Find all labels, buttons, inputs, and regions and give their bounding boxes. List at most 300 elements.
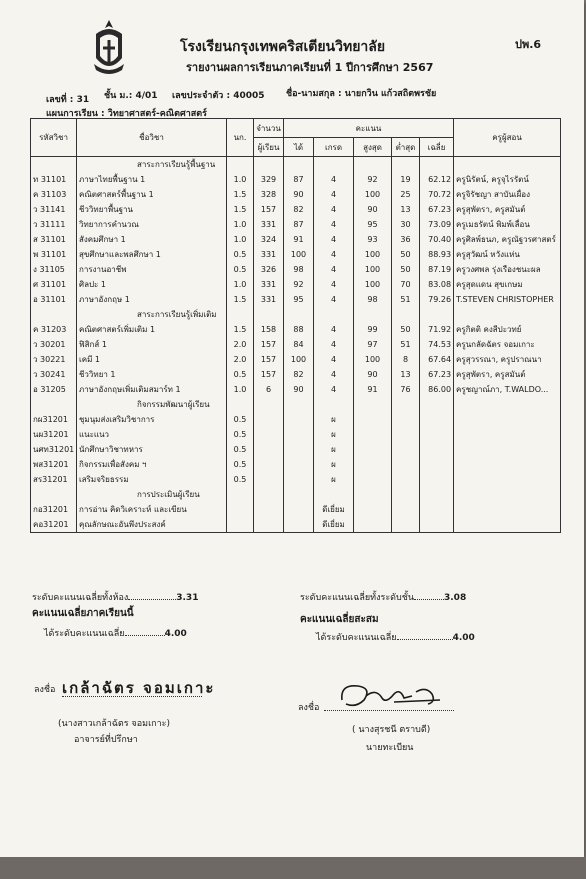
table-row [31, 202, 561, 217]
cell-avg [420, 442, 454, 457]
cell-teacher: T.STEVEN CHRISTOPHER [454, 292, 561, 307]
cell-grade: 4 [314, 172, 354, 187]
cell-grade: 4 [314, 262, 354, 277]
cell-grade [314, 487, 354, 502]
cell-got [284, 487, 314, 502]
cell-teacher: ครูศิลพ์ธนภ, ครูณัฐวรศาสตร์ [454, 232, 561, 247]
table-row [31, 247, 561, 262]
cell-max: 97 [354, 337, 392, 352]
cell-avg [420, 307, 454, 322]
cell-got [284, 427, 314, 442]
cell-grade: 4 [314, 232, 354, 247]
cell-got: 87 [284, 217, 314, 232]
cell-teacher: ครูสุวรรณา, ครูปราณนา [454, 352, 561, 367]
header-score-group: คะแนน [284, 119, 454, 138]
cell-max [354, 457, 392, 472]
table-row [31, 172, 561, 187]
cell-count: 326 [254, 262, 284, 277]
cell-min: 30 [392, 217, 420, 232]
cell-avg: 67.23 [420, 367, 454, 382]
cell-got: 91 [284, 232, 314, 247]
header-avg: เฉลี่ย [420, 138, 454, 157]
cell-max [354, 472, 392, 487]
cell-got: 100 [284, 352, 314, 367]
student-class: ชั้น ม.: 4/01 [104, 91, 158, 101]
cell-code: ว 30221 [31, 352, 77, 367]
cell-credits [227, 502, 254, 517]
cell-min: 51 [392, 292, 420, 307]
header-code: รหัสวิชา [31, 119, 77, 157]
cell-code: ง 31105 [31, 262, 77, 277]
cell-got [284, 397, 314, 412]
cell-teacher: ครูเมธรัตน์ พิมพ์เลื่อน [454, 217, 561, 232]
cell-subject: ภาษาอังกฤษ 1 [77, 292, 227, 307]
cell-max [354, 502, 392, 517]
group-label: กิจกรรมพัฒนาผู้เรียน [77, 397, 227, 412]
cell-got: 90 [284, 187, 314, 202]
cell-min: 70 [392, 277, 420, 292]
cell-code: ค 31103 [31, 187, 77, 202]
student-number: เลขที่ : 31 [46, 95, 90, 105]
cell-subject: วิทยาการคำนวณ [77, 217, 227, 232]
cell-code: กอ31201 [31, 502, 77, 517]
cell-got [284, 157, 314, 173]
cell-grade: ผ [314, 412, 354, 427]
table-row [31, 292, 561, 307]
cell-got: 95 [284, 292, 314, 307]
table-group-row [31, 397, 561, 412]
advisor-signature: เกล้าฉัตร จอมเกาะ [62, 679, 216, 697]
cell-min [392, 502, 420, 517]
cell-grade: ผ [314, 442, 354, 457]
cell-teacher: ครูสุพัตรา, ครูสมันต์ [454, 367, 561, 382]
cell-credits: 1.0 [227, 172, 254, 187]
cell-avg: 79.26 [420, 292, 454, 307]
header-min: ต่ำสุด [392, 138, 420, 157]
cell-avg: 67.64 [420, 352, 454, 367]
cell-got: 88 [284, 322, 314, 337]
cell-avg [420, 427, 454, 442]
cell-code: ว 30201 [31, 337, 77, 352]
cell-avg [420, 397, 454, 412]
cell-max: 100 [354, 352, 392, 367]
school-name: โรงเรียนกรุงเทพคริสเตียนวิทยาลัย [180, 39, 386, 55]
cell-subject: แนะแนว [77, 427, 227, 442]
background-surface [0, 857, 586, 879]
cell-got: 82 [284, 367, 314, 382]
registrar-sign-line [324, 710, 454, 711]
grades-table [30, 118, 561, 533]
cell-count: 324 [254, 232, 284, 247]
cell-code: นผ31201 [31, 427, 77, 442]
cell-got: 92 [284, 277, 314, 292]
cell-count [254, 487, 284, 502]
cell-avg [420, 472, 454, 487]
cumulative-gpa-title: คะแนนเฉลี่ยสะสม [300, 614, 379, 625]
cell-grade: 4 [314, 322, 354, 337]
form-code: ปพ.6 [515, 38, 542, 51]
cell-credits: 0.5 [227, 412, 254, 427]
term-gpa: ได้ระดับคะแนนเฉลี่ย 4.00 [44, 629, 187, 639]
cell-got: 100 [284, 247, 314, 262]
cell-avg [420, 412, 454, 427]
cell-grade: 4 [314, 367, 354, 382]
cell-min [392, 517, 420, 533]
cell-code: ว 31141 [31, 202, 77, 217]
cell-teacher: ครูสุวัฒน์ หวังแห่น [454, 247, 561, 262]
table-row [31, 502, 561, 517]
group-label: สาระการเรียนรู้พื้นฐาน [77, 157, 227, 173]
cell-teacher [454, 487, 561, 502]
cell-grade: ดีเยี่ยม [314, 502, 354, 517]
cell-count: 331 [254, 247, 284, 262]
cell-subject: คณิตศาสตร์พื้นฐาน 1 [77, 187, 227, 202]
cell-grade: ผ [314, 472, 354, 487]
cell-min: 8 [392, 352, 420, 367]
cell-max: 98 [354, 292, 392, 307]
student-id: เลขประจำตัว : 40005 [172, 91, 265, 101]
cell-grade: ผ [314, 457, 354, 472]
header-credits: นก. [227, 119, 254, 157]
table-group-row [31, 307, 561, 322]
cell-teacher [454, 517, 561, 533]
table-row [31, 232, 561, 247]
cell-max: 90 [354, 202, 392, 217]
cell-subject: การอ่าน คิดวิเคราะห์ และเขียน [77, 502, 227, 517]
cell-got [284, 442, 314, 457]
cell-subject: เคมี 1 [77, 352, 227, 367]
cell-credits: 0.5 [227, 262, 254, 277]
cell-code: ท 31101 [31, 172, 77, 187]
cell-code [31, 307, 77, 322]
cell-max: 93 [354, 232, 392, 247]
registrar-role: นายทะเบียน [366, 743, 414, 753]
cell-teacher [454, 397, 561, 412]
table-row [31, 517, 561, 533]
table-row [31, 382, 561, 397]
cell-code: อ 31205 [31, 382, 77, 397]
cell-subject: ชีววิทยา 1 [77, 367, 227, 382]
header-count-top: จำนวน [254, 119, 284, 138]
cell-subject: คุณลักษณะอันพึงประสงค์ [77, 517, 227, 533]
cell-count: 157 [254, 352, 284, 367]
cell-grade [314, 157, 354, 173]
table-row [31, 217, 561, 232]
cell-avg: 88.93 [420, 247, 454, 262]
cell-min: 50 [392, 247, 420, 262]
cell-min [392, 427, 420, 442]
table-row [31, 187, 561, 202]
cell-teacher: ครูจิรัชญา สาบันเผื่อง [454, 187, 561, 202]
cell-teacher [454, 442, 561, 457]
cell-credits: 0.5 [227, 427, 254, 442]
cell-grade: 4 [314, 382, 354, 397]
cell-teacher [454, 307, 561, 322]
cell-grade: 4 [314, 217, 354, 232]
cell-got [284, 307, 314, 322]
cell-max: 90 [354, 367, 392, 382]
registrar-signature [336, 678, 446, 712]
cell-credits: 1.0 [227, 382, 254, 397]
cell-subject: นักศึกษาวิชาทหาร [77, 442, 227, 457]
table-row [31, 367, 561, 382]
table-row [31, 322, 561, 337]
cell-avg [420, 502, 454, 517]
cell-credits [227, 307, 254, 322]
cell-credits [227, 517, 254, 533]
advisor-role: อาจารย์ที่ปรึกษา [74, 735, 138, 745]
cell-count [254, 472, 284, 487]
term-gpa-title: คะแนนเฉลี่ยภาคเรียนนี้ [32, 608, 134, 619]
cell-max: 99 [354, 322, 392, 337]
cell-count [254, 442, 284, 457]
cell-max [354, 442, 392, 457]
cell-teacher [454, 427, 561, 442]
cell-min: 13 [392, 202, 420, 217]
registrar-name: ( นางสุรชนี ตราบดี) [352, 725, 431, 735]
table-row [31, 472, 561, 487]
registrar-sign-label: ลงชื่อ [298, 703, 320, 713]
cell-min [392, 307, 420, 322]
cell-credits: 2.0 [227, 337, 254, 352]
advisor-sign-label: ลงชื่อ [34, 685, 56, 695]
cell-code: อ 31101 [31, 292, 77, 307]
cell-subject: กิจกรรมเพื่อสังคม ฯ [77, 457, 227, 472]
cell-grade: ผ [314, 427, 354, 442]
cell-code: ค 31203 [31, 322, 77, 337]
cell-grade [314, 397, 354, 412]
cell-min: 50 [392, 322, 420, 337]
student-name: ชื่อ-นามสกุล : นายกวิน แก้วสถิตพรชัย [286, 89, 437, 99]
cell-avg: 67.23 [420, 202, 454, 217]
header-got: ได้ [284, 138, 314, 157]
cell-count [254, 502, 284, 517]
cell-code: ศ 31101 [31, 277, 77, 292]
cell-avg [420, 517, 454, 533]
cell-max: 95 [354, 217, 392, 232]
cell-teacher: ครูกิตติ คงสีปะวทย์ [454, 322, 561, 337]
cell-subject: สุขศึกษาและพลศึกษา 1 [77, 247, 227, 262]
cell-code: พส31201 [31, 457, 77, 472]
cell-max: 100 [354, 262, 392, 277]
cell-got: 98 [284, 262, 314, 277]
cell-grade: 4 [314, 202, 354, 217]
cell-count [254, 427, 284, 442]
cell-min [392, 487, 420, 502]
cell-avg: 70.72 [420, 187, 454, 202]
table-row [31, 352, 561, 367]
cell-credits: 1.0 [227, 232, 254, 247]
cell-min [392, 442, 420, 457]
cell-credits: 1.5 [227, 202, 254, 217]
cell-min: 51 [392, 337, 420, 352]
cell-min: 76 [392, 382, 420, 397]
cell-got [284, 412, 314, 427]
group-label: การประเมินผู้เรียน [77, 487, 227, 502]
cell-min [392, 457, 420, 472]
cell-min: 19 [392, 172, 420, 187]
cell-subject: การงานอาชีพ [77, 262, 227, 277]
cell-code [31, 157, 77, 173]
cell-credits: 1.5 [227, 187, 254, 202]
table-row [31, 457, 561, 472]
cell-credits: 0.5 [227, 367, 254, 382]
cell-subject: ฟิสิกส์ 1 [77, 337, 227, 352]
cell-count [254, 307, 284, 322]
cell-got: 82 [284, 202, 314, 217]
grades-table-body [31, 157, 561, 533]
cell-credits [227, 487, 254, 502]
cell-grade [314, 307, 354, 322]
cell-avg: 73.09 [420, 217, 454, 232]
cell-code: สร31201 [31, 472, 77, 487]
cell-code: นศท31201 [31, 442, 77, 457]
cell-count [254, 157, 284, 173]
cell-avg [420, 487, 454, 502]
cell-grade: ดีเยี่ยม [314, 517, 354, 533]
cell-got: 90 [284, 382, 314, 397]
cell-max [354, 412, 392, 427]
cell-credits: 1.0 [227, 277, 254, 292]
cell-credits: 1.0 [227, 217, 254, 232]
cell-credits: 0.5 [227, 247, 254, 262]
cell-count: 331 [254, 217, 284, 232]
school-crest-logo [92, 18, 126, 78]
cell-count: 329 [254, 172, 284, 187]
cell-teacher: ครูนกลัดฉัตร จอมเกาะ [454, 337, 561, 352]
cell-count [254, 517, 284, 533]
cell-credits: 2.0 [227, 352, 254, 367]
cell-count: 6 [254, 382, 284, 397]
cell-max [354, 157, 392, 173]
table-row [31, 262, 561, 277]
cell-count: 158 [254, 322, 284, 337]
cell-code: กผ31201 [31, 412, 77, 427]
cell-count: 157 [254, 202, 284, 217]
cell-subject: ชุมนุมส่งเสริมวิชาการ [77, 412, 227, 427]
cell-count [254, 397, 284, 412]
cumulative-gpa: ได้ระดับคะแนนเฉลี่ย 4.00 [316, 633, 475, 643]
advisor-sign-line [62, 696, 202, 697]
cell-avg: 87.19 [420, 262, 454, 277]
table-row [31, 427, 561, 442]
cell-code: พ 31101 [31, 247, 77, 262]
cell-avg: 74.53 [420, 337, 454, 352]
header-teacher: ครูผู้สอน [454, 119, 561, 157]
study-program: แผนการเรียน : วิทยาศาสตร์-คณิตศาสตร์ [46, 109, 207, 119]
cell-max [354, 397, 392, 412]
cell-avg: 83.08 [420, 277, 454, 292]
cell-credits: 1.5 [227, 322, 254, 337]
cell-got: 84 [284, 337, 314, 352]
cell-count: 328 [254, 187, 284, 202]
cell-got [284, 457, 314, 472]
cell-subject: ศิลปะ 1 [77, 277, 227, 292]
cell-min: 50 [392, 262, 420, 277]
cell-code [31, 397, 77, 412]
table-group-row [31, 487, 561, 502]
table-row [31, 412, 561, 427]
cell-subject: คณิตศาสตร์เพิ่มเติม 1 [77, 322, 227, 337]
header-max: สูงสุด [354, 138, 392, 157]
cell-code: ส 31101 [31, 232, 77, 247]
cell-avg: 71.92 [420, 322, 454, 337]
cell-code [31, 487, 77, 502]
cell-code: ว 31111 [31, 217, 77, 232]
cell-max: 92 [354, 172, 392, 187]
cell-got [284, 517, 314, 533]
header-subject: ชื่อวิชา [77, 119, 227, 157]
cell-min [392, 397, 420, 412]
header-count-bottom: ผู้เรียน [254, 138, 284, 157]
cell-teacher [454, 157, 561, 173]
cell-min [392, 157, 420, 173]
cell-count: 157 [254, 337, 284, 352]
cell-min [392, 412, 420, 427]
room-average: ระดับคะแนนเฉลี่ยทั้งห้อง 3.31 [32, 593, 199, 603]
cell-credits [227, 157, 254, 173]
cell-max [354, 307, 392, 322]
cell-teacher: ครูวงศพล รุ่งเรืองชนะผล [454, 262, 561, 277]
cell-count [254, 457, 284, 472]
cell-count: 157 [254, 367, 284, 382]
cell-count [254, 412, 284, 427]
cell-avg [420, 157, 454, 173]
cell-subject: สังคมศึกษา 1 [77, 232, 227, 247]
cell-teacher: ครูสุพัตรา, ครูสมันต์ [454, 202, 561, 217]
cell-max: 91 [354, 382, 392, 397]
cell-min: 36 [392, 232, 420, 247]
cell-credits: 0.5 [227, 442, 254, 457]
cell-teacher: ครูชญาณ์ภา, T.WALDO... [454, 382, 561, 397]
cell-got: 87 [284, 172, 314, 187]
cell-grade: 4 [314, 337, 354, 352]
cell-avg: 62.12 [420, 172, 454, 187]
cell-credits [227, 397, 254, 412]
cell-grade: 4 [314, 247, 354, 262]
cell-max [354, 517, 392, 533]
cell-min: 13 [392, 367, 420, 382]
table-group-row [31, 157, 561, 173]
cell-grade: 4 [314, 277, 354, 292]
cell-teacher: ครูสุดแดน สุขเกษม [454, 277, 561, 292]
cell-count: 331 [254, 292, 284, 307]
table-row [31, 442, 561, 457]
cell-max [354, 487, 392, 502]
cell-avg [420, 457, 454, 472]
cell-max: 100 [354, 277, 392, 292]
cell-code: ว 30241 [31, 367, 77, 382]
cell-subject: ชีววิทยาพื้นฐาน [77, 202, 227, 217]
cell-subject: เสริมจริยธรรม [77, 472, 227, 487]
report-title: รายงานผลการเรียนภาคเรียนที่ 1 ปีการศึกษา 2567 [186, 61, 434, 74]
table-row [31, 337, 561, 352]
cell-subject: ภาษาไทยพื้นฐาน 1 [77, 172, 227, 187]
cell-teacher [454, 412, 561, 427]
cell-teacher [454, 502, 561, 517]
cell-code: คอ31201 [31, 517, 77, 533]
cell-max [354, 427, 392, 442]
cell-credits: 1.5 [227, 292, 254, 307]
cell-credits: 0.5 [227, 457, 254, 472]
cell-min [392, 472, 420, 487]
cell-grade: 4 [314, 292, 354, 307]
cell-got [284, 502, 314, 517]
cell-got [284, 472, 314, 487]
cell-subject: ภาษาอังกฤษเพิ่มเติมสมาร์ท 1 [77, 382, 227, 397]
cell-min: 25 [392, 187, 420, 202]
cell-teacher [454, 457, 561, 472]
